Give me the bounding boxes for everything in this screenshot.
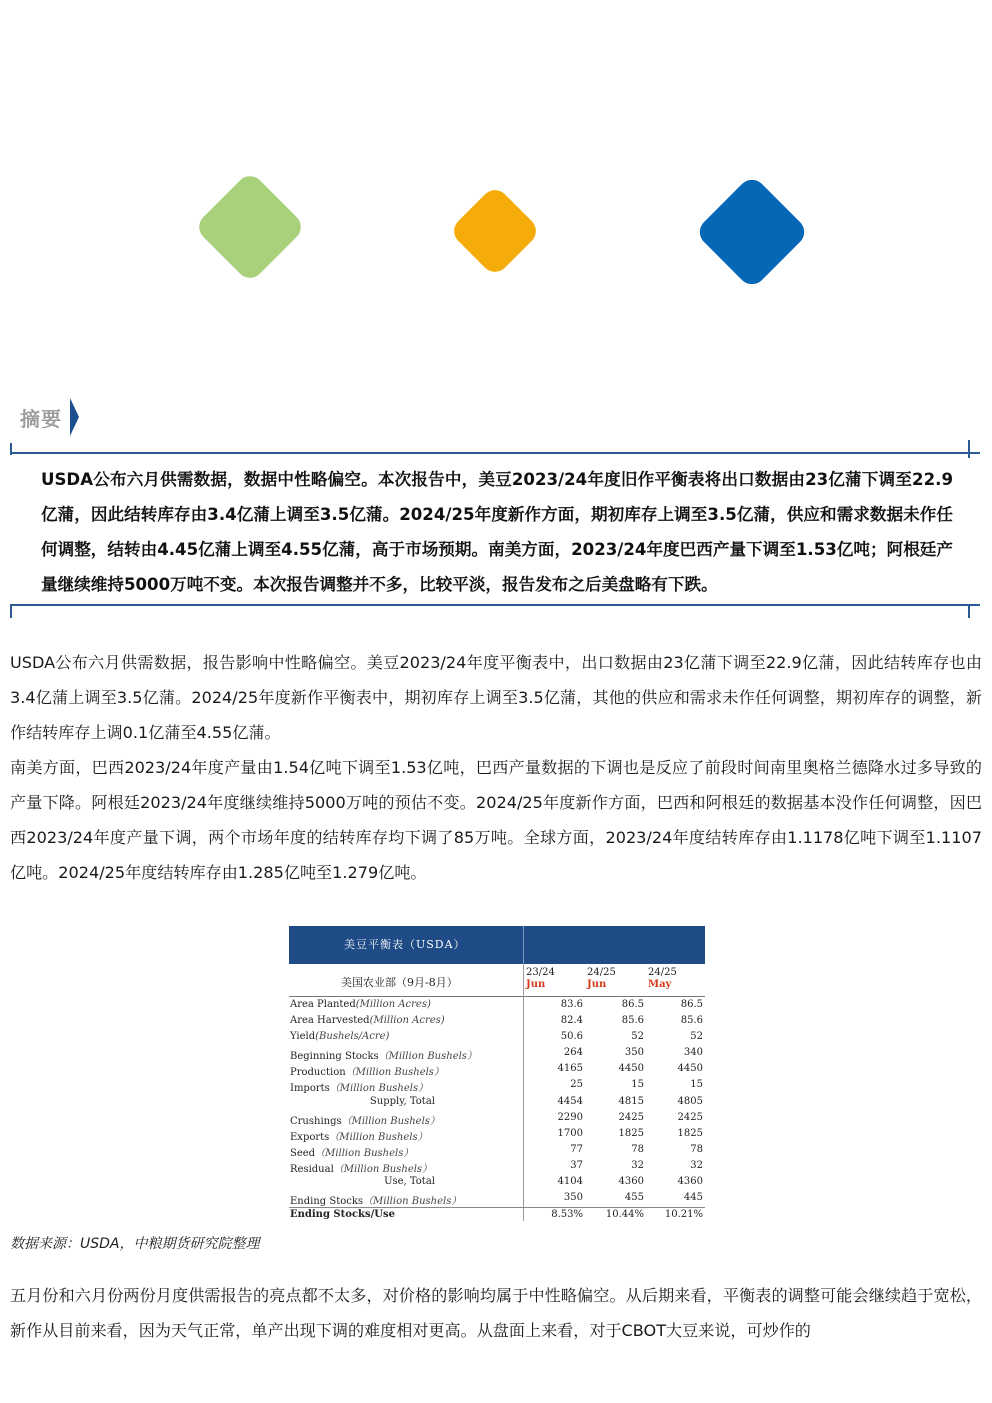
table-cell: 4454 bbox=[557, 1095, 583, 1107]
table-dept-label: 美国农业部（9月-8月） bbox=[341, 976, 458, 989]
column-header bbox=[526, 967, 566, 990]
table-cell: 4360 bbox=[618, 1176, 644, 1188]
table-cell: 2425 bbox=[677, 1111, 703, 1123]
row-name: Ending Stocks bbox=[290, 1196, 364, 1208]
orange-diamond-shape bbox=[448, 184, 541, 277]
row-unit: (Bushels/Acre) bbox=[315, 1031, 390, 1043]
abstract-text: USDA公布六月供需数据，数据中性略偏空。本次报告中，美豆2023/24年度旧作平衡表将出口数据由23亿蒲下调至22.9亿蒲，因此结转库存由3.4亿蒲上调至3.5亿蒲。2024/25年度新作方面，期初库存上调至3.5亿蒲，供应和需求数据未作任何调整，结转由4.45亿蒲上调至4.55亿蒲，高于市场预期。南美方面，2023/24年度巴西产量下调至1.53亿吨；阿根廷产量继续维持5000万吨不变。本次报告调整并不多，比较平淡，报告发布之后美盘略有下跌。 bbox=[41, 470, 953, 594]
row-label bbox=[290, 1063, 444, 1078]
table-cell: 4450 bbox=[677, 1063, 703, 1075]
column-header bbox=[587, 967, 627, 990]
table-cell: 264 bbox=[563, 1047, 583, 1059]
table-body bbox=[289, 998, 705, 1224]
table-cell: 77 bbox=[570, 1143, 583, 1155]
abstract-box-corner bbox=[968, 440, 970, 458]
table-cell: 50.6 bbox=[560, 1031, 583, 1043]
row-label bbox=[290, 1079, 428, 1094]
table-cell: 32 bbox=[631, 1159, 644, 1171]
row-label bbox=[290, 1144, 413, 1159]
table-cell: 4165 bbox=[557, 1063, 583, 1075]
row-label bbox=[290, 1128, 428, 1143]
row-unit: （Million Bushels） bbox=[329, 1131, 428, 1143]
table-cell: 4815 bbox=[618, 1095, 644, 1107]
balance-table bbox=[289, 926, 705, 1221]
table-cell: 83.6 bbox=[560, 999, 583, 1010]
column-year: 24/25 bbox=[587, 967, 616, 978]
table-row bbox=[289, 1046, 705, 1062]
table-title: 美豆平衡表（USDA） bbox=[344, 938, 466, 951]
row-name: Area Harvested bbox=[290, 1015, 370, 1027]
table-row bbox=[289, 1191, 705, 1208]
abstract-header bbox=[20, 396, 79, 438]
row-label bbox=[290, 1031, 389, 1042]
table-cell: 32 bbox=[690, 1159, 703, 1171]
row-name: Crushings bbox=[290, 1115, 342, 1127]
row-label bbox=[290, 1015, 445, 1026]
table-cell: 85.6 bbox=[680, 1015, 703, 1027]
row-name: Supply, Total bbox=[369, 1095, 435, 1107]
row-label bbox=[290, 1209, 395, 1220]
table-cell: 52 bbox=[690, 1031, 703, 1043]
row-name: Use, Total bbox=[384, 1176, 435, 1188]
green-diamond-shape bbox=[193, 170, 306, 283]
row-unit: （Million Bushels） bbox=[315, 1147, 414, 1159]
table-header bbox=[289, 926, 705, 964]
table-row bbox=[289, 1143, 705, 1159]
table-cell: 10.44% bbox=[605, 1209, 644, 1221]
table-cell: 10.21% bbox=[664, 1209, 703, 1221]
table-cell: 455 bbox=[624, 1192, 644, 1204]
table-cell: 445 bbox=[683, 1192, 703, 1204]
table-cell: 4805 bbox=[677, 1095, 703, 1107]
table-row bbox=[289, 1078, 705, 1094]
abstract-box-corner bbox=[10, 604, 12, 618]
row-unit: （Million Bushels） bbox=[341, 1115, 440, 1127]
table-cell: 86.5 bbox=[680, 999, 703, 1010]
row-unit: （Million Bushels） bbox=[333, 1163, 433, 1175]
table-cell: 15 bbox=[690, 1079, 703, 1091]
row-unit: （Million Bushels） bbox=[363, 1196, 462, 1208]
table-cell: 350 bbox=[624, 1047, 644, 1059]
table-cell: 1700 bbox=[557, 1127, 583, 1139]
table-cell: 25 bbox=[570, 1079, 583, 1091]
table-cell: 37 bbox=[570, 1159, 583, 1171]
column-month: Jun bbox=[526, 979, 546, 990]
table-cell: 1825 bbox=[677, 1127, 703, 1139]
table-cell: 4104 bbox=[557, 1176, 583, 1188]
row-name: Area Planted bbox=[290, 999, 356, 1010]
body-paragraph: USDA公布六月供需数据，报告影响中性略偏空。美豆2023/24年度平衡表中，出口数据由23亿蒲下调至22.9亿蒲，因此结转库存也由3.4亿蒲上调至3.5亿蒲。2024/25年度新作平衡表中，期初库存上调至3.5亿蒲，其他的供应和需求未作任何调整，期初库存的调整，新作结转库存上调0.1亿蒲至4.55亿蒲。 bbox=[10, 653, 982, 742]
table-cell: 82.4 bbox=[560, 1015, 583, 1027]
table-row bbox=[289, 1127, 705, 1143]
table-divider bbox=[523, 926, 524, 964]
table-cell: 2425 bbox=[618, 1111, 644, 1123]
abstract-box-corner bbox=[10, 443, 12, 455]
column-year: 23/24 bbox=[526, 967, 555, 978]
row-label bbox=[290, 1112, 440, 1127]
table-cell: 78 bbox=[631, 1143, 644, 1155]
column-month: May bbox=[648, 979, 672, 990]
row-name: Seed bbox=[290, 1147, 316, 1159]
arrow-right-icon bbox=[70, 398, 79, 436]
abstract-title: 摘要 bbox=[20, 406, 62, 431]
table-row bbox=[289, 998, 705, 1014]
row-unit: （Million Bushels） bbox=[378, 1051, 477, 1063]
body-paragraph: 五月份和六月份两份月度供需报告的亮点都不太多，对价格的影响均属于中性略偏空。从后期来看，平衡表的调整可能会继续趋于宽松，新作从目前来看，因为天气正常，单产出现下调的难度相对更高。从盘面上来看，对于CBOT大豆来说，可炒作的 bbox=[10, 1286, 982, 1340]
table-row bbox=[289, 1014, 705, 1030]
table-cell: 4450 bbox=[618, 1063, 644, 1075]
row-label bbox=[370, 1096, 435, 1107]
row-label bbox=[290, 1160, 432, 1175]
row-label bbox=[290, 999, 431, 1010]
table-cell: 350 bbox=[563, 1192, 583, 1204]
table-cell: 340 bbox=[683, 1047, 703, 1059]
blue-diamond-shape bbox=[694, 174, 810, 290]
row-unit: (Million Acres) bbox=[369, 1015, 445, 1027]
row-name: Beginning Stocks bbox=[290, 1051, 379, 1063]
row-unit: （Million Bushels） bbox=[345, 1067, 444, 1079]
table-cell: 8.53% bbox=[551, 1209, 583, 1221]
row-name: Residual bbox=[290, 1163, 334, 1175]
table-row bbox=[289, 1030, 705, 1046]
row-label bbox=[290, 1192, 461, 1207]
table-cell: 1825 bbox=[618, 1127, 644, 1139]
table-cell: 86.5 bbox=[621, 999, 644, 1010]
row-unit: (Million Acres) bbox=[355, 999, 431, 1010]
column-year: 24/25 bbox=[648, 967, 677, 978]
table-row bbox=[289, 1159, 705, 1175]
body-paragraph: 南美方面，巴西2023/24年度产量由1.54亿吨下调至1.53亿吨，巴西产量数据的下调也是反应了前段时间南里奥格兰德降水过多导致的产量下降。阿根廷2023/24年度继续维持5000万吨的预估不变。2024/25年度新作方面，巴西和阿根廷的数据基本没作任何调整，因巴西2023/24年度产量下调，两个市场年度的结转库存均下调了85万吨。全球方面，2023/24年度结转库存由1.1178亿吨下调至1.1107亿吨。2024/25年度结转库存由1.285亿吨至1.279亿吨。 bbox=[10, 758, 982, 882]
table-cell: 15 bbox=[631, 1079, 644, 1091]
table-row bbox=[289, 1175, 705, 1191]
row-name: Ending Stocks/Use bbox=[290, 1209, 395, 1221]
source-note: 数据来源：USDA，中粮期货研究院整理 bbox=[10, 1236, 260, 1252]
table-row bbox=[289, 1062, 705, 1078]
column-month: Jun bbox=[587, 979, 607, 990]
table-cell: 4360 bbox=[677, 1176, 703, 1188]
row-label bbox=[290, 1047, 477, 1062]
column-header bbox=[648, 967, 688, 990]
table-subheader bbox=[289, 964, 705, 997]
row-unit: （Million Bushels） bbox=[329, 1083, 429, 1095]
row-name: Exports bbox=[290, 1131, 330, 1143]
row-name: Production bbox=[290, 1067, 346, 1079]
table-row bbox=[289, 1095, 705, 1111]
row-name: Yield bbox=[290, 1031, 316, 1043]
table-cell: 78 bbox=[690, 1143, 703, 1155]
table-cell: 2290 bbox=[557, 1111, 583, 1123]
table-row bbox=[289, 1208, 705, 1224]
row-name: Imports bbox=[290, 1083, 330, 1095]
abstract-box-corner bbox=[968, 604, 970, 618]
table-cell: 52 bbox=[631, 1031, 644, 1043]
row-label bbox=[384, 1176, 435, 1187]
table-row bbox=[289, 1111, 705, 1127]
table-cell: 85.6 bbox=[621, 1015, 644, 1027]
